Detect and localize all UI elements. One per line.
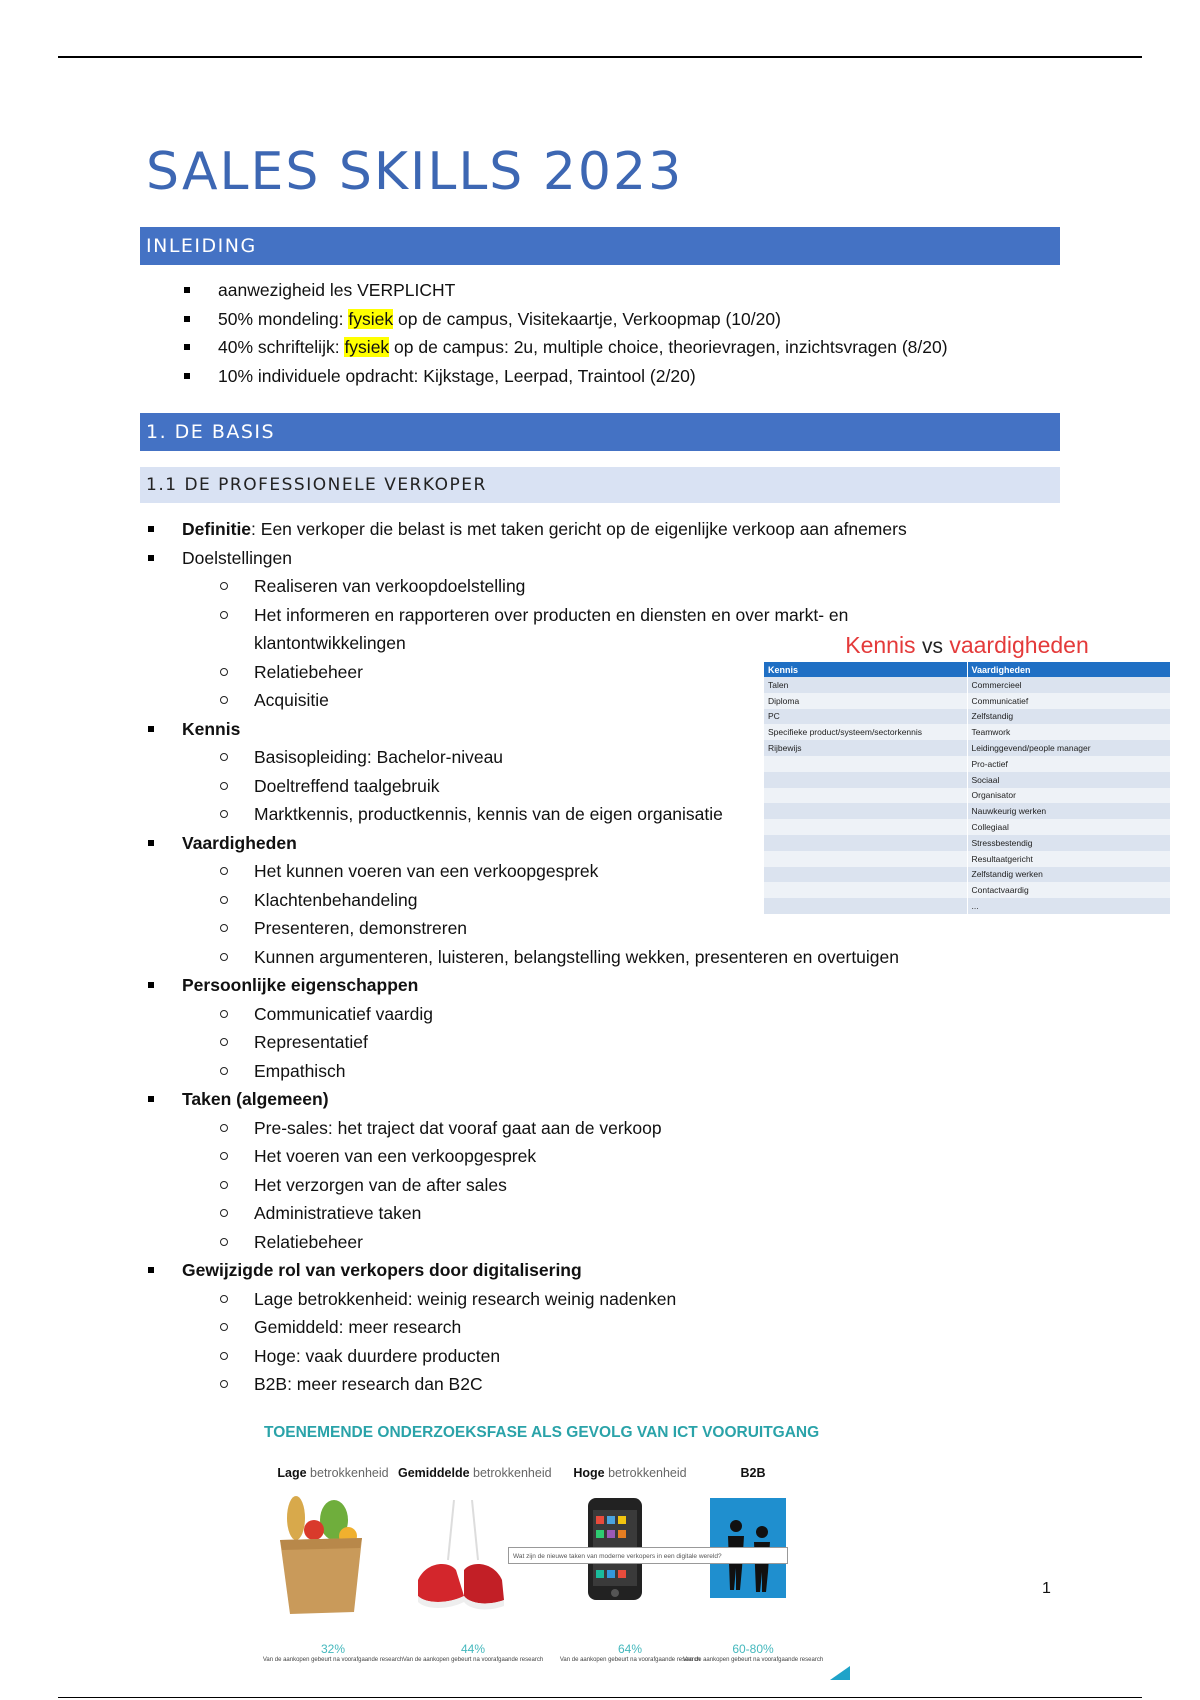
list-item-kennis: Kennis (146, 715, 914, 744)
sub-item: Pre-sales: het traject dat vooraf gaat aan de verkoop (146, 1114, 914, 1143)
kv-row (764, 898, 1170, 914)
kv-cell-kennis (764, 803, 967, 819)
figure-caption: Van de aankopen gebeurt na voorafgaande research (559, 1657, 701, 1663)
kv-cell-kennis (764, 867, 967, 883)
kv-cell-vaardigheden: Zelfstandig werken (967, 867, 1170, 883)
kv-cell-kennis: PC (764, 709, 967, 725)
kv-cell-vaardigheden: Communicatief (967, 693, 1170, 709)
figure-column-lage: Lage betrokkenheid (277, 1466, 389, 1480)
kv-row (764, 867, 1170, 883)
figure-caption: Van de aankopen gebeurt na voorafgaande research (402, 1657, 544, 1663)
kv-row (764, 851, 1170, 867)
kv-cell-vaardigheden: Organisator (967, 788, 1170, 804)
sub-item: Representatief (146, 1028, 914, 1057)
sub-item: Basisopleiding: Bachelor-niveau (146, 743, 914, 772)
kv-row (764, 677, 1170, 693)
kv-row (764, 709, 1170, 725)
sub-item: Relatiebeheer (146, 658, 914, 687)
kv-cell-vaardigheden: Stressbestendig (967, 835, 1170, 851)
figure-column-hoge: Hoge betrokkenheid (573, 1466, 687, 1480)
kv-row (764, 788, 1170, 804)
kv-cell-vaardigheden: Resultaatgericht (967, 851, 1170, 867)
kv-cell-kennis (764, 835, 967, 851)
list-item: 50% mondeling: fysiek op de campus, Visitekaartje, Verkoopmap (10/20) (182, 305, 948, 334)
kv-header-kennis: Kennis (764, 662, 967, 677)
figure-pct-hoge: 64% (617, 1642, 643, 1656)
page-number: 1 (1042, 1580, 1051, 1597)
highlight: fysiek (344, 337, 390, 357)
sub-item: Administratieve taken (146, 1199, 914, 1228)
kennis-vs-vaardigheden-image (764, 630, 1170, 914)
kv-row (764, 803, 1170, 819)
sneakers-icon (408, 1500, 518, 1630)
kv-cell-kennis: Rijbewijs (764, 740, 967, 756)
figure-column-gemiddelde: Gemiddelde betrokkenheid (398, 1466, 552, 1480)
figure-pct-b2b: 60-80% (732, 1642, 774, 1656)
list-item-gewijzigde-rol: Gewijzigde rol van verkopers door digitalisering (146, 1256, 914, 1285)
bottom-rule (58, 1697, 1142, 1698)
figure-caption: Van de aankopen gebeurt na voorafgaande research (682, 1657, 824, 1663)
figure-corner-decoration (830, 1666, 850, 1680)
figure-pct-lage: 32% (320, 1642, 346, 1656)
kv-row (764, 819, 1170, 835)
kv-row (764, 724, 1170, 740)
list-item-doelstellingen: Doelstellingen (146, 544, 914, 573)
kv-title: Kennis vs vaardigheden (845, 632, 1089, 658)
figure-caption: Van de aankopen gebeurt na voorafgaande research (262, 1657, 404, 1663)
kv-cell-kennis (764, 788, 967, 804)
kv-cell-vaardigheden: Teamwork (967, 724, 1170, 740)
sub-item: Het informeren en rapporteren over producten en diensten en over markt- en klantontwikkelingen (146, 601, 914, 658)
kv-cell-vaardigheden: Leidinggevend/people manager (967, 740, 1170, 756)
figure-question-box: Wat zijn de nieuwe taken van moderne verkopers in een digitale wereld? (508, 1547, 788, 1564)
sub-item: Realiseren van verkoopdoelstelling (146, 572, 914, 601)
kv-cell-kennis (764, 882, 967, 898)
grocery-bag-icon (266, 1490, 376, 1620)
kv-cell-vaardigheden: Zelfstandig (967, 709, 1170, 725)
kv-cell-vaardigheden: Collegiaal (967, 819, 1170, 835)
section-heading-basis: 1. DE BASIS (140, 413, 1060, 451)
figure-title: TOENEMENDE ONDERZOEKSFASE ALS GEVOLG VAN ICT VOORUITGANG (264, 1424, 820, 1441)
kv-cell-vaardigheden: Commercieel (967, 677, 1170, 693)
kv-row (764, 772, 1170, 788)
sub-item: B2B: meer research dan B2C (146, 1370, 914, 1399)
kv-row (764, 693, 1170, 709)
kv-cell-kennis (764, 772, 967, 788)
kv-cell-vaardigheden: Contactvaardig (967, 882, 1170, 898)
subsection-heading-professionele-verkoper: 1.1 DE PROFESSIONELE VERKOPER (140, 467, 1060, 503)
kv-row (764, 882, 1170, 898)
sub-item: Relatiebeheer (146, 1228, 914, 1257)
highlight: fysiek (348, 308, 394, 329)
kv-cell-vaardigheden: Sociaal (967, 772, 1170, 788)
sub-item: Acquisitie (146, 686, 914, 715)
kv-cell-kennis: Diploma (764, 693, 967, 709)
sub-item: Doeltreffend taalgebruik (146, 772, 914, 801)
sub-item: Gemiddeld: meer research (146, 1313, 914, 1342)
figure-pct-gemiddelde: 44% (460, 1642, 486, 1656)
section-heading-inleiding: INLEIDING (140, 227, 1060, 265)
kv-cell-kennis (764, 819, 967, 835)
kv-cell-vaardigheden: ... (967, 898, 1170, 914)
kv-row (764, 756, 1170, 772)
sub-item: Het kunnen voeren van een verkoopgesprek (146, 857, 914, 886)
list-item: aanwezigheid les VERPLICHT (182, 276, 948, 305)
list-item-persoonlijk: Persoonlijke eigenschappen (146, 971, 914, 1000)
kv-cell-kennis: Talen (764, 677, 967, 693)
kv-table (764, 662, 1170, 914)
kv-cell-vaardigheden: Nauwkeurig werken (967, 803, 1170, 819)
research-phase-figure (258, 1420, 848, 1682)
list-item-vaardigheden: Vaardigheden (146, 829, 914, 858)
sub-item: Presenteren, demonstreren (146, 914, 914, 943)
list-item: 10% individuele opdracht: Kijkstage, Leerpad, Traintool (2/20) (182, 362, 948, 391)
sub-item: Empathisch (146, 1057, 914, 1086)
kv-cell-kennis (764, 898, 967, 914)
sub-item: Het voeren van een verkoopgesprek (146, 1142, 914, 1171)
kv-cell-kennis (764, 756, 967, 772)
kv-cell-kennis: Specifieke product/systeem/sectorkennis (764, 724, 967, 740)
list-item-taken: Taken (algemeen) (146, 1085, 914, 1114)
sub-item: Het verzorgen van de after sales (146, 1171, 914, 1200)
top-rule (58, 56, 1142, 58)
list-item: 40% schriftelijk: fysiek op de campus: 2u, multiple choice, theorievragen, inzichtsvragen (8/20) (182, 333, 948, 362)
kv-row (764, 740, 1170, 756)
kv-cell-vaardigheden: Pro-actief (967, 756, 1170, 772)
sub-item: Kunnen argumenteren, luisteren, belangstelling wekken, presenteren en overtuigen (146, 943, 914, 972)
intro-list (182, 276, 948, 390)
sub-item: Hoge: vaak duurdere producten (146, 1342, 914, 1371)
figure-column-b2b: B2B (740, 1466, 766, 1480)
sub-item: Marktkennis, productkennis, kennis van de eigen organisatie (146, 800, 914, 829)
list-item-definitie: Definitie: Een verkoper die belast is met taken gericht op de eigenlijke verkoop aan afnemers (146, 515, 914, 544)
kv-cell-kennis (764, 851, 967, 867)
sub-item: Communicatief vaardig (146, 1000, 914, 1029)
kv-header-vaardigheden: Vaardigheden (967, 662, 1170, 677)
sub-item: Klachtenbehandeling (146, 886, 914, 915)
page-title: SALES SKILLS 2023 (146, 142, 684, 202)
kv-row (764, 835, 1170, 851)
sub-item: Lage betrokkenheid: weinig research weinig nadenken (146, 1285, 914, 1314)
